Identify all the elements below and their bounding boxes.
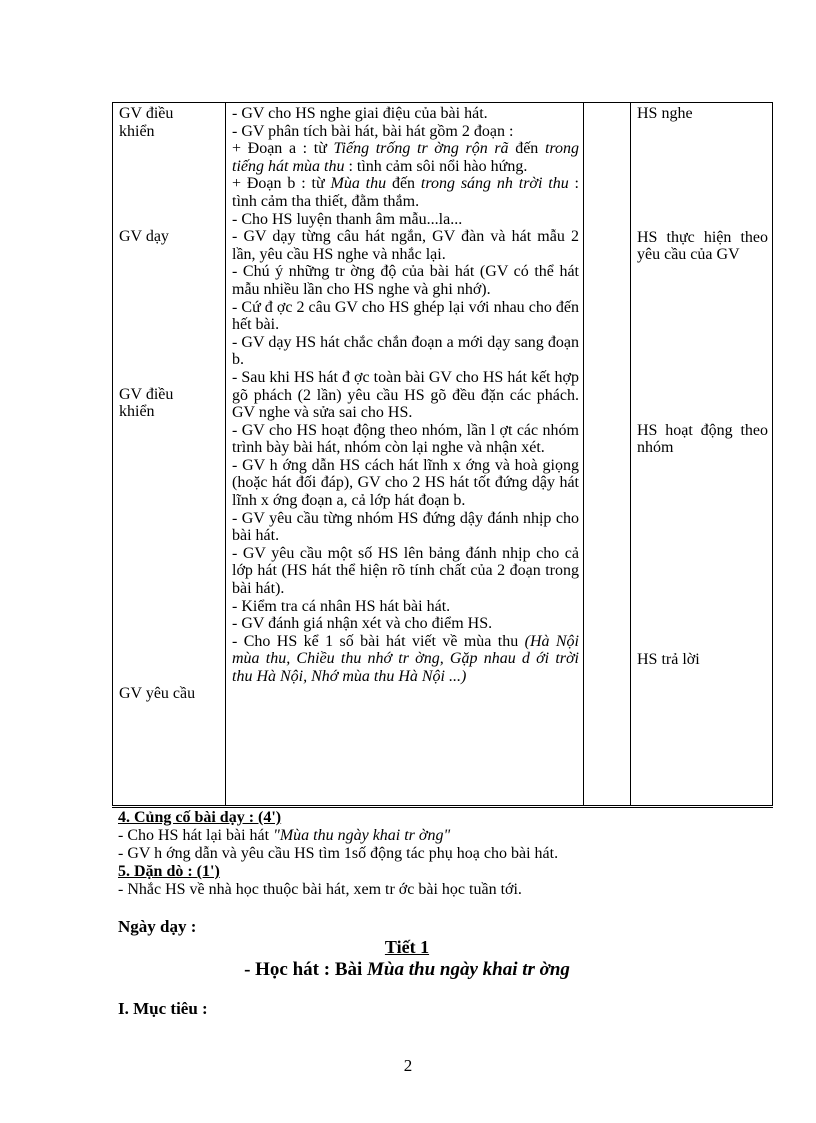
page-number: 2 — [403, 1056, 413, 1075]
activity-line: + Đoạn a : từ Tiếng trống tr ờng rộn rã đến trong tiếng hát mùa thu : tình cảm sôi nổi hào hứng. — [232, 140, 580, 175]
activity-line: - GV dạy HS hát chắc chắn đoạn a mới dạy sang đoạn b. — [232, 333, 579, 369]
student-activity-cell — [631, 103, 773, 807]
activity-line: - Cho HS kể 1 số bài hát viết về mùa thu (Hà Nội mùa thu, Chiều thu nhớ tr ờng, Gặp nhau d ới trời thu Hà Nội, Nhớ mùa thu Hà Nội ...) — [232, 632, 579, 685]
role-text: khiển — [119, 403, 155, 421]
activity-line: - GV h ớng dẫn HS cách hát lĩnh x ớng và hoà giọng (hoặc hát đối đáp), GV cho 2 HS hát tốt đứng dậy hát lĩnh x ớng đoạn a, cả lớp hát đoạn b. — [232, 456, 579, 510]
activity-line: - GV cho HS hoạt động theo nhóm, lần l ợt các nhóm trình bày bài hát, nhóm còn lại nghe và nhận xét. — [232, 421, 579, 457]
activity-line: + Đoạn b : từ Mùa thu đến trong sáng nh trời thu : tình cảm tha thiết, đằm thắm. — [232, 175, 579, 210]
activity-line: - GV đánh giá nhận xét và cho điểm HS. — [232, 615, 493, 633]
activity-line: - Chú ý những tr ờng độ của bài hát (GV có thể hát mẫu nhiều lần cho HS nghe và ghi nhớ). — [232, 263, 579, 298]
role-text: GV dạy — [119, 228, 169, 246]
activity-line: - GV dạy từng câu hát ngắn, GV đàn và hát mẫu 2 lần, yêu cầu HS nghe và nhắc lại. — [232, 228, 579, 263]
student-text: HS thực hiện theo yêu cầu của GV — [637, 228, 768, 264]
teacher-role-cell — [113, 103, 226, 807]
activity-line: - Kiểm tra cá nhân HS hát bài hát. — [232, 597, 451, 615]
role-text: GV yêu cầu — [119, 684, 196, 702]
objectives-heading: I. Mục tiêu : — [118, 999, 208, 1018]
teaching-date-label: Ngày dạy : — [118, 917, 197, 936]
activity-line: - Cứ đ ợc 2 câu GV cho HS ghép lại với nhau cho đến hết bài. — [232, 298, 579, 334]
activity-cell — [226, 103, 584, 807]
section-4-heading: 4. Củng cố bài dạy : (4') — [118, 809, 282, 826]
role-text: GV điều — [119, 385, 174, 403]
activity-line: - Sau khi HS hát đ ợc toàn bài GV cho HS hát kết hợp gõ phách (2 lần) yêu cầu HS gõ đều đặn các phách. GV nghe và sửa sai cho HS. — [232, 368, 579, 422]
activity-line: - Cho HS luyện thanh âm mẫu...la... — [232, 210, 463, 228]
student-text: HS nghe — [637, 105, 693, 122]
table-row — [113, 103, 773, 807]
activity-line: - GV phân tích bài hát, bài hát gồm 2 đoạn : — [232, 122, 514, 140]
role-text: GV điều — [119, 105, 174, 122]
student-text: HS hoạt động theo nhóm — [637, 421, 768, 457]
lesson-period-title: Tiết 1 — [384, 937, 430, 957]
activity-line: - GV cho HS nghe giai điệu của bài hát. — [232, 105, 488, 122]
consolidation-line: - Cho HS hát lại bài hát "Mùa thu ngày khai tr ờng" — [118, 827, 451, 844]
section-5-heading: 5. Dặn dò : (1') — [118, 863, 220, 880]
homework-line: - Nhắc HS về nhà học thuộc bài hát, xem tr ớc bài học tuần tới. — [118, 881, 522, 898]
role-text: khiển — [119, 122, 155, 140]
student-text: HS trả lời — [637, 650, 700, 668]
activity-line: - GV yêu cầu một số HS lên bảng đánh nhịp cho cả lớp hát (HS hát thể hiện rõ tính chất của 2 đoạn trong bài hát). — [232, 544, 579, 598]
activity-line: - GV yêu cầu từng nhóm HS đứng dậy đánh nhịp cho bài hát. — [232, 509, 579, 545]
lesson-title: - Học hát : Bài Mùa thu ngày khai tr ờng — [244, 959, 570, 980]
empty-cell — [584, 103, 631, 807]
consolidation-line: - GV h ớng dẫn và yêu cầu HS tìm 1số động tác phụ hoạ cho bài hát. — [118, 845, 559, 862]
lesson-table — [112, 102, 773, 808]
